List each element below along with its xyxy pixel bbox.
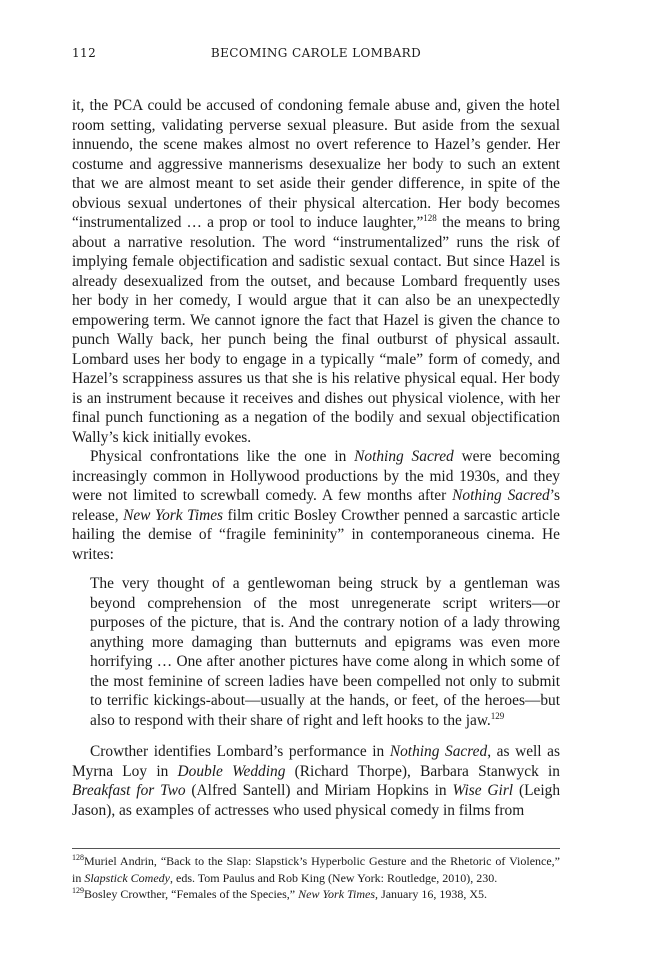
footnote-text-b: , eds. Tom Paulus and Rob King (New York: Routledge, 2010), 230.	[170, 870, 498, 885]
film-title-nothing-sacred: Nothing Sacred	[354, 448, 454, 465]
footnotes	[72, 848, 560, 903]
footnote-number: 128	[72, 853, 84, 862]
footnote-text-b: January 16, 1938, X5.	[378, 887, 488, 901]
publication-new-york-times: New York Times	[123, 506, 224, 524]
block-quote	[90, 574, 560, 730]
paragraph-3	[72, 742, 560, 820]
footnote-text-a: Bosley Crowther, “Females of the Species,”	[84, 887, 299, 901]
paragraph-3-text-d: (Alfred Santell) and Miriam Hopkins in	[185, 782, 453, 799]
footnote-ref-129: 129	[490, 710, 505, 721]
footnote-book-title: Slapstick Comedy	[84, 870, 170, 885]
footnote-128	[72, 853, 560, 886]
paragraph-1-text-a: it, the PCA could be accused of condoning female abuse and, given the hotel room setting, validating perverse sexual pleasure. But aside from the sexual innuendo, the scene makes almost no overt reference to Hazel’s gender. Her costume and aggressive mannerisms desexualize her body to such an extent that we are almost meant to set aside their gender difference, in spite of the obvious sexual undertones of their physical altercation. Her body becomes “instrumentalized … a prop or tool to induce laughter,”	[72, 97, 560, 231]
main-text	[72, 96, 560, 820]
running-title: BECOMING CAROLE LOMBARD	[210, 46, 422, 60]
paragraph-3-text-b: , as well as Myrna Loy in	[72, 743, 560, 780]
film-title-nothing-sacred-3: Nothing Sacred	[389, 743, 488, 760]
film-title-breakfast-for-two: Breakfast for Two	[72, 782, 186, 799]
paragraph-3-text-a: Crowther identifies Lombard’s performance in	[90, 743, 390, 760]
film-title-double-wedding: Double Wedding	[177, 762, 286, 780]
footnote-number: 129	[72, 886, 84, 895]
footnote-129	[72, 886, 560, 903]
paragraph-3-text-c: (Richard Thorpe), Barbara Stanwyck in	[285, 762, 560, 780]
paragraph-2	[72, 447, 560, 564]
footnote-ref-128: 128	[423, 212, 437, 223]
paragraph-2-text-c: ’s release,	[72, 487, 560, 524]
paragraph-2-text-b: were becoming increasingly common in Hollywood productions by the mid 1930s, and they were not limited to screwball comedy. A few months after	[72, 448, 560, 504]
paragraph-1-text-b: the means to bring about a narrative resolution. The word “instrumentalized” runs the risk of implying female objectification and sadistic sexual contact. But since Hazel is already desexualized from the outset, and because Lombard frequently uses her body in her comedy, I would argue that it can also be an unexpectedly empowering term. We cannot ignore the fact that Hazel is given the chance to punch Wally back, her punch being the final outburst of physical assault. Lombard uses her body to engage in a typically “male” form of comedy, and Hazel’s scrappiness assures us that she is his relative physical equal. Her body is an instrument because it receives and dishes out physical violence, with her final punch functioning as a negation of the bodily and sexual objectification Wally’s kick initially evokes.	[72, 214, 560, 446]
paragraph-1	[72, 96, 560, 447]
block-quote-text: The very thought of a gentlewoman being struck by a gentleman was beyond comprehension of the most unregenerate script writers—or purposes of the picture, that is. And the contrary notion of a lady throwing anything more damaging than butternuts and epigrams was even more horrifying … One after another pictures have come along in which some of the most feminine of screen ladies have been compelled not only to submit to terrific kickings-about—usually at the hands, or feet, of the heroes—but also to respond with their share of right and left hooks to the jaw.	[90, 575, 560, 729]
running-head	[72, 46, 560, 64]
film-title-nothing-sacred-2: Nothing Sacred	[452, 487, 550, 504]
footnote-publication: New York Times,	[298, 887, 379, 901]
paragraph-2-text-d: film critic Bosley Crowther penned a sarcastic article hailing the demise of “fragile femininity” in contemporaneous cinema. He writes:	[72, 506, 560, 563]
footnote-text-a: Muriel Andrin, “Back to the Slap: Slapstick’s Hyperbolic Gesture and the Rhetoric of Violence,” in	[72, 854, 560, 885]
footnote-divider	[72, 848, 560, 849]
film-title-wise-girl: Wise Girl	[452, 782, 514, 799]
page-number: 112	[72, 46, 97, 60]
paragraph-3-text-e: (Leigh Jason), as examples of actresses who used physical comedy in films from	[72, 782, 561, 819]
paragraph-2-text-a: Physical confrontations like the one in	[90, 448, 355, 465]
